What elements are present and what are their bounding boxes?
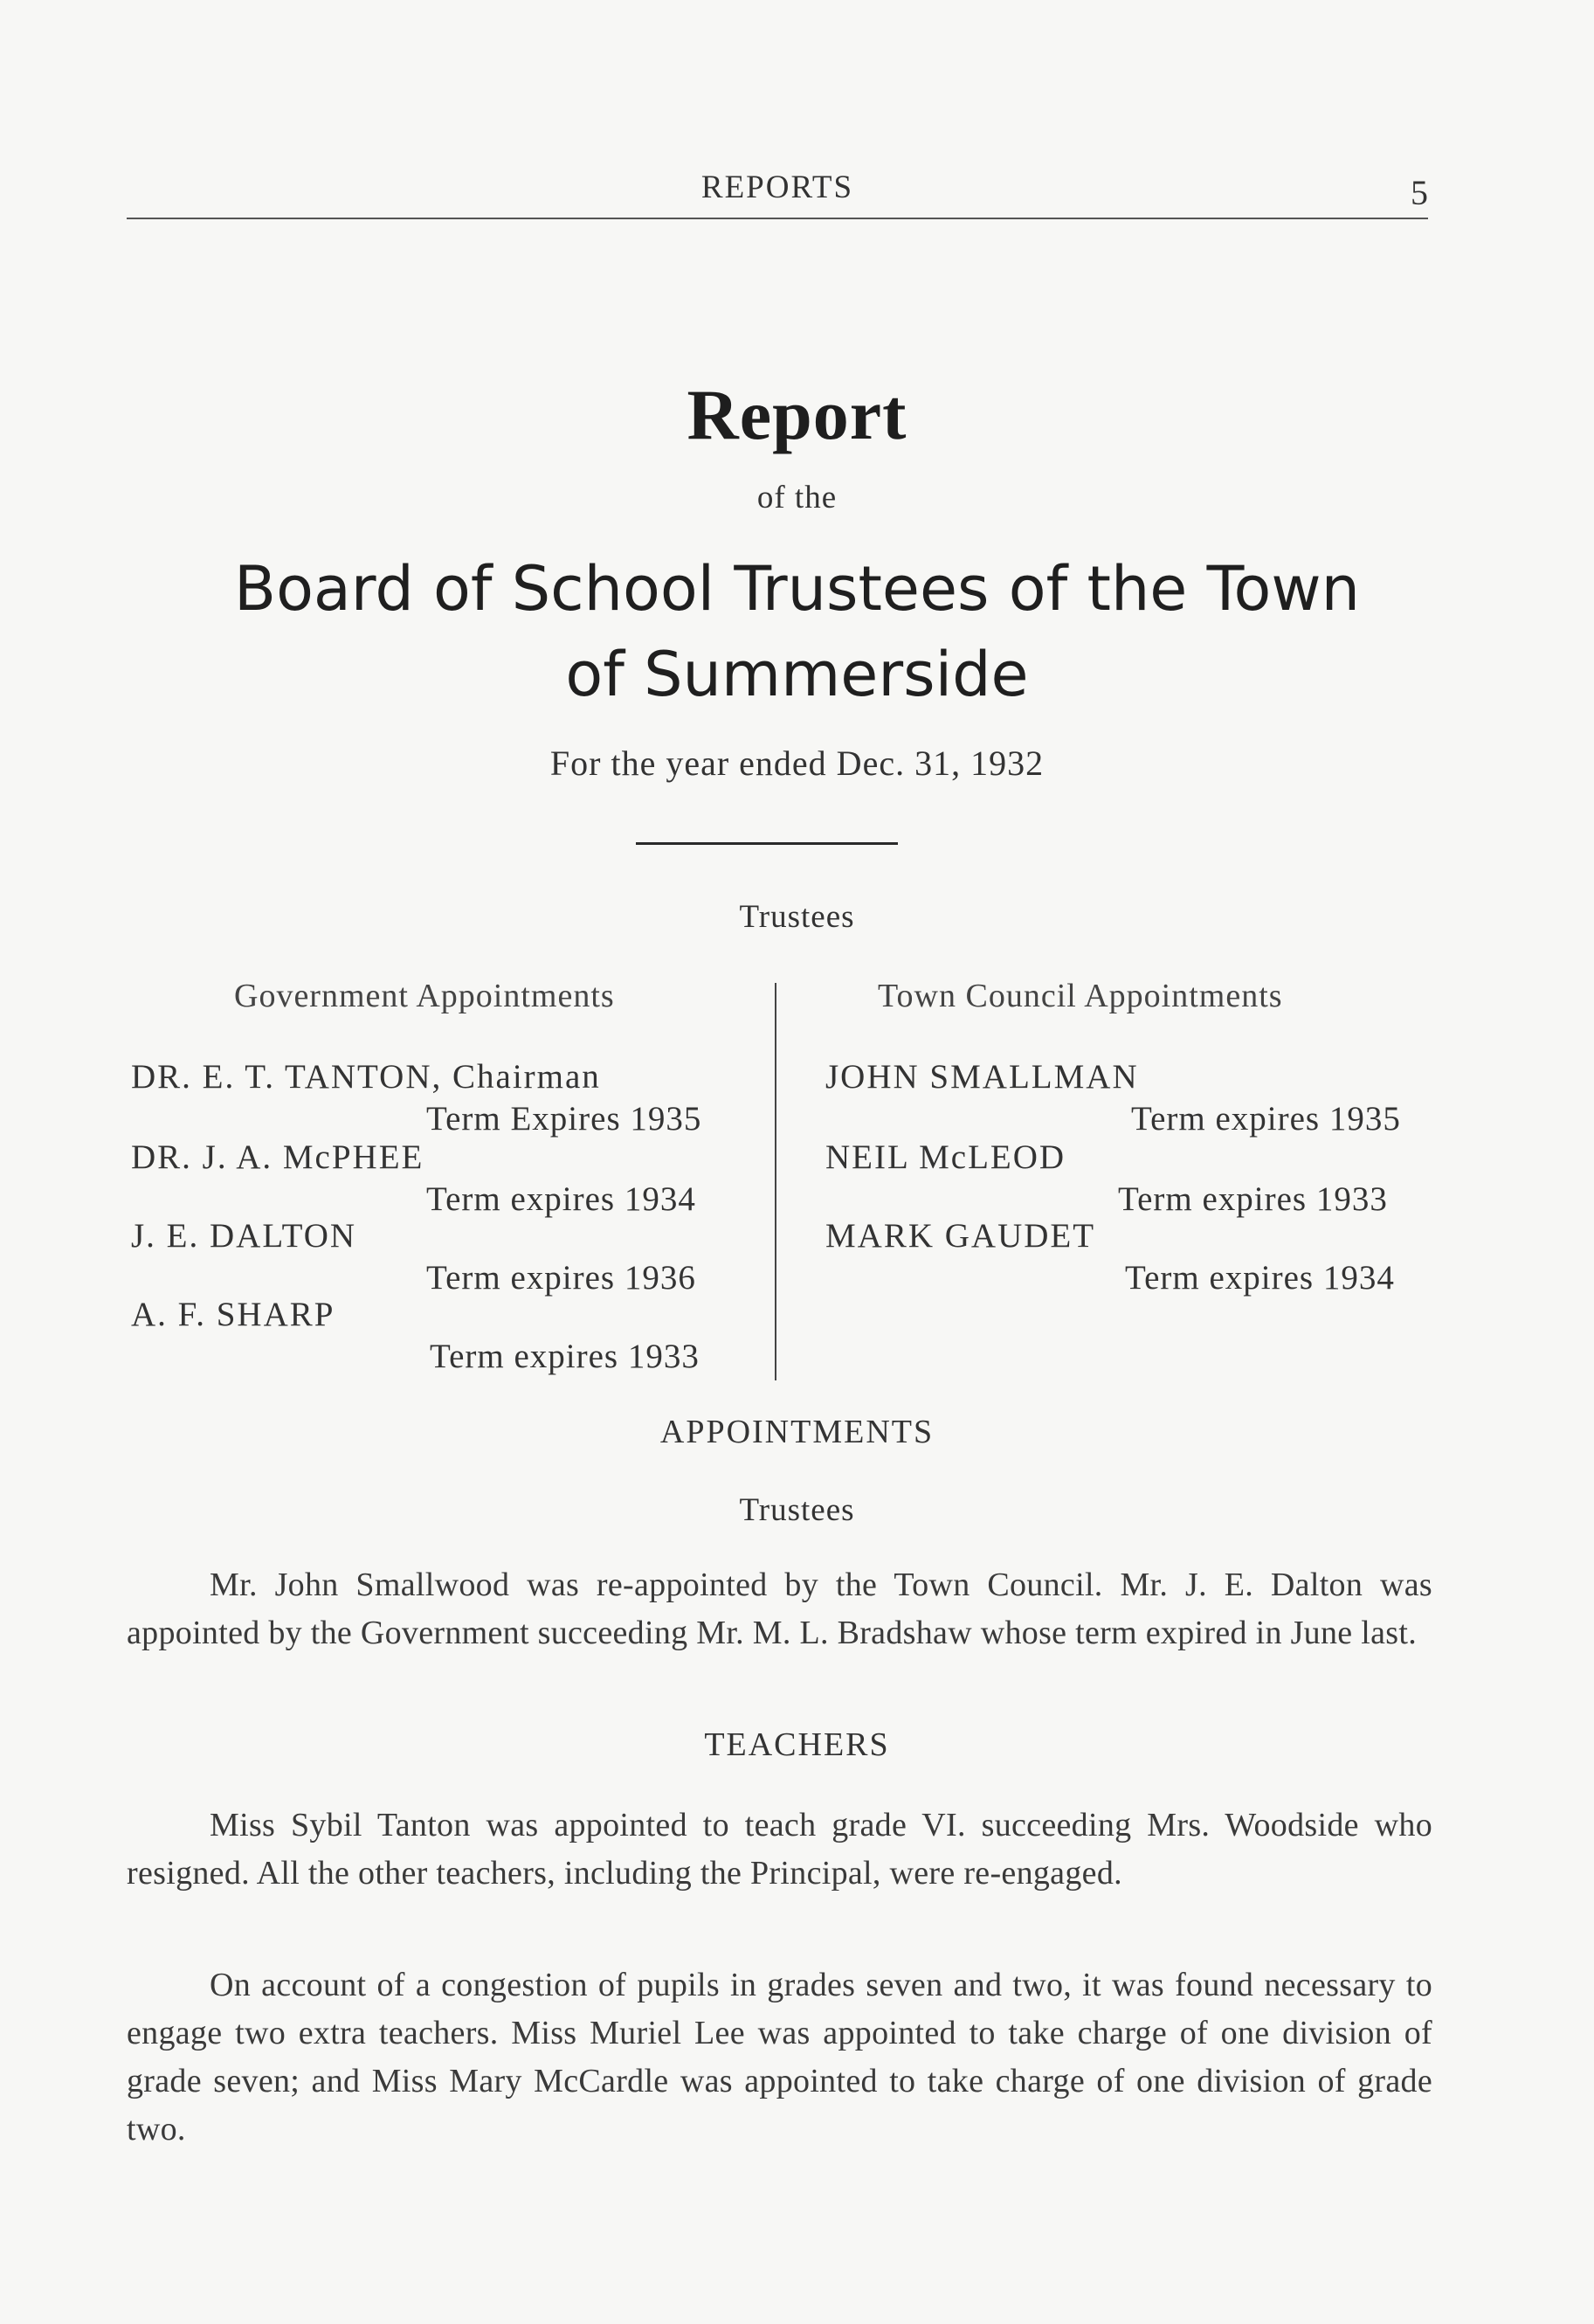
trustee-name: J. E. DALTON: [131, 1217, 357, 1255]
header-rule: [127, 218, 1428, 219]
board-title-line-2: of Summerside: [565, 639, 1029, 710]
trustee-term: Term expires 1936: [426, 1259, 696, 1297]
teachers-paragraph-1: Miss Sybil Tanton was appointed to teach grade VI. succeeding Mrs. Woodside who resigned. All the other teachers, including the Principal, were re-engaged.: [127, 1807, 1432, 1892]
trustee-name: JOHN SMALLMAN: [825, 1058, 1139, 1096]
title-of-the: of the: [756, 480, 838, 515]
trustees-heading: Trustees: [739, 899, 855, 935]
page-number: 5: [1411, 173, 1428, 212]
trustee-term: Term expires 1933: [430, 1338, 700, 1375]
trustee-name: DR. J. A. McPHEE: [131, 1138, 424, 1176]
column-divider: [775, 983, 776, 1380]
appointments-heading: APPOINTMENTS: [659, 1414, 935, 1450]
running-header: [127, 169, 1428, 221]
trustee-term: Term expires 1934: [1125, 1259, 1395, 1297]
trustee-name: NEIL McLEOD: [825, 1138, 1066, 1176]
year-line: For the year ended Dec. 31, 1932: [549, 744, 1045, 783]
board-title: [0, 546, 1594, 717]
trustee-name: MARK GAUDET: [825, 1217, 1096, 1255]
teachers-heading: TEACHERS: [704, 1726, 890, 1763]
appointments-trustees-subheading: Trustees: [739, 1492, 855, 1528]
teachers-paragraph-2: On account of a congestion of pupils in grades seven and two, it was found necessary to engage two extra teachers. Miss Muriel Lee was appointed to take charge of one division of grade seven; and Miss Mary McCardle was appointed to take charge of one division of grade two.: [127, 1967, 1432, 2148]
trustee-name: DR. E. T. TANTON, Chairman: [131, 1058, 601, 1096]
report-title: Report: [687, 375, 907, 454]
council-appointments-heading: Town Council Appointments: [878, 978, 1283, 1014]
running-title: REPORTS: [700, 169, 854, 205]
board-title-line-1: Board of School Trustees of the Town: [234, 553, 1360, 625]
trustee-term: Term expires 1935: [1131, 1100, 1401, 1138]
appointments-paragraph: Mr. John Smallwood was re-appointed by the Town Council. Mr. J. E. Dalton was appointed by the Government succeeding Mr. M. L. Bradshaw whose term expired in June last.: [127, 1567, 1432, 1651]
title-divider: [636, 842, 898, 845]
trustee-term: Term expires 1933: [1118, 1180, 1388, 1218]
trustee-term: Term Expires 1935: [426, 1100, 702, 1138]
trustee-term: Term expires 1934: [426, 1180, 696, 1218]
government-appointments-heading: Government Appointments: [234, 978, 615, 1014]
trustee-name: A. F. SHARP: [131, 1296, 335, 1333]
